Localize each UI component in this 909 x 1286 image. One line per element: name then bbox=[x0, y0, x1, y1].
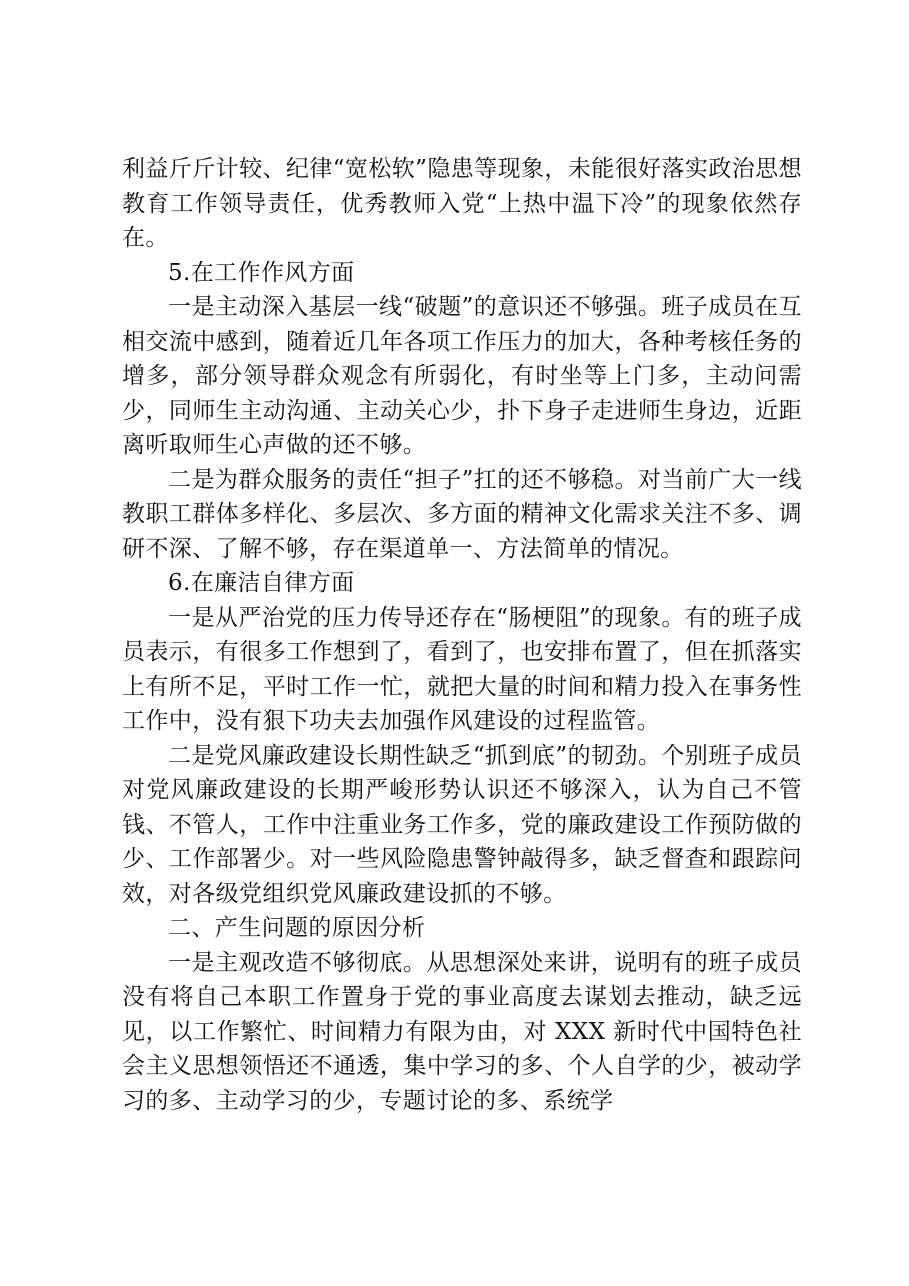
paragraph: 二是为群众服务的责任“担子”扛的还不够稳。对当前广大一线教职工群体多样化、多层次、多方面的精神文化需求关注不多、调研不深、了解不够，存在渠道单一、方法简单的情况。 bbox=[122, 466, 802, 562]
section-heading-work-style: 5.在工作作风方面 bbox=[168, 259, 355, 286]
section-heading-cause-analysis: 二、产生问题的原因分析 bbox=[168, 915, 426, 941]
paragraph: 一是主观改造不够彻底。从思想深处来讲，说明有的班子成员没有将自己本职工作置身于党的事业高度去谋划去推动，缺乏远见，以工作繁忙、时间精力有限为由，对 XXX 新时代中国特色社会主义思想领悟还不通透，集中学习的多、个人自学的少，被动学习的多、主动学习的少，专题讨论的多、系统学 bbox=[122, 949, 802, 1114]
paragraph: 一是从严治党的压力传导还存在“肠梗阻”的现象。有的班子成员表示，有很多工作想到了，看到了，也安排布置了，但在抓落实上有所不足，平时工作一忙，就把大量的时间和精力投入在事务性工作中，没有狠下功夫去加强作风建设的过程监管。 bbox=[122, 604, 802, 734]
paragraph-continued: 利益斤斤计较、纪律“宽松软”隐患等现象，未能很好落实政治思想教育工作领导责任，优秀教师入党“上热中温下冷”的现象依然存在。 bbox=[122, 156, 802, 251]
paragraph: 二是党风廉政建设长期性缺乏“抓到底”的韧劲。个别班子成员对党风廉政建设的长期严峻形势认识还不够深入，认为自己不管钱、不管人，工作中注重业务工作多，党的廉政建设工作预防做的少、工作部署少。对一些风险隐患警钟敲得多，缺乏督查和跟踪问效，对各级党组织党风廉政建设抓的不够。 bbox=[122, 742, 802, 907]
document-body bbox=[122, 152, 802, 1118]
paragraph: 一是主动深入基层一线“破题”的意识还不够强。班子成员在互相交流中感到，随着近几年各项工作压力的加大，各种考核任务的增多，部分领导群众观念有所弱化，有时坐等上门多，主动问需少，同师生主动沟通、主动关心少，扑下身子走进师生身边，近距离听取师生心声做的还不够。 bbox=[122, 294, 802, 458]
section-heading-integrity: 6.在廉洁自律方面 bbox=[168, 570, 355, 596]
